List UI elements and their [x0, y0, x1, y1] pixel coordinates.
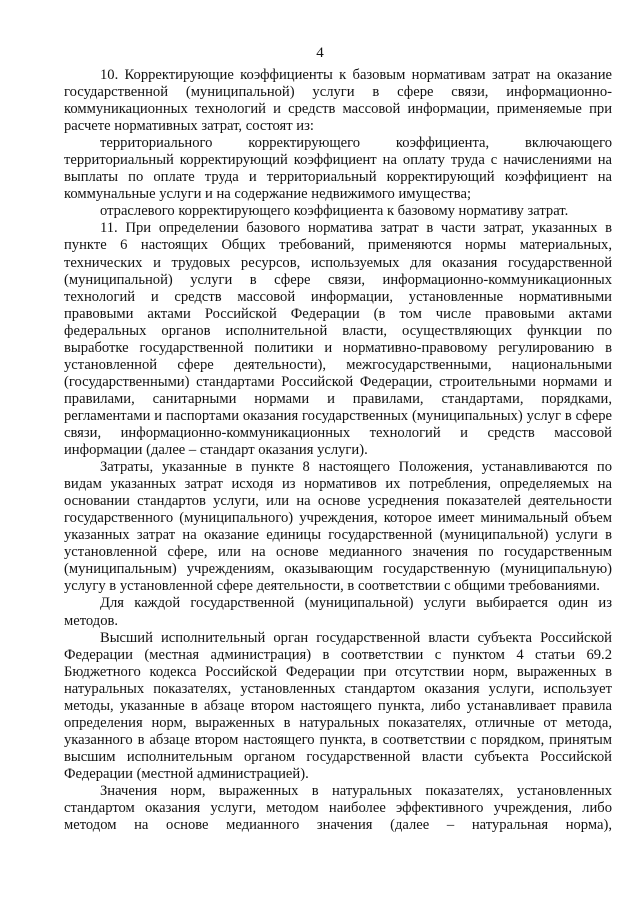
page-number: 4 [316, 45, 324, 61]
paragraph-10: 10. Корректирующие коэффициенты к базовым нормативам затрат на оказание государственной (муниципальной) услуги в сфере связи, информационно-коммуникационных технологий и средств массовой информации, применяемые при расчете нормативных затрат, состоят из: [64, 67, 612, 135]
document-body [64, 67, 612, 834]
paragraph-costs-item-8: Затраты, указанные в пункте 8 настоящего Положения, устанавливаются по видам указанных затрат исходя из нормативов их потребления, определяемых на основании стандартов услуги, или на основе усреднения показателей деятельности государственного (муниципального) учреждения, которое имеет минимальный объем указанных затрат на оказание единицы государственной (муниципальной) услуги в установленной сфере, или на основе медианного значения по государственным (муниципальным) учреждениям, оказывающим государственную (муниципальную) услугу в установленной сфере деятельности, в соответствии с общими требованиями. [64, 459, 612, 595]
paragraph-11: 11. При определении базового норматива затрат в части затрат, указанных в пункте 6 настоящих Общих требований, применяются нормы материальных, технических и трудовых ресурсов, используемых для оказания государственной (муниципальной) услуги в сфере связи, информационно-коммуникационных технологий и средств массовой информации, установленные нормативными правовыми актами Российской Федерации (в том числе правовыми актами федеральных органов исполнительной власти, осуществляющих функции по выработке государственной политики и нормативно-правовому регулированию в установленной сфере деятельности), межгосударственными, национальными (государственными) стандартами Российской Федерации, строительными нормами и правилами, санитарными нормами и правилами, стандартами, порядками, регламентами и паспортами оказания государственных (муниципальных) услуг в сфере связи, информационно-коммуникационных технологий и средств массовой информации (далее – стандарт оказания услуги). [64, 220, 612, 459]
paragraph-natural-norms: Значения норм, выраженных в натуральных показателях, установленных стандартом оказания услуги, методом наиболее эффективного учреждения, либо методом на основе медианного значения (далее – натуральная норма), [64, 782, 612, 834]
paragraph-territorial-coefficient: территориального корректирующего коэффициента, включающего территориальный корректирующий коэффициент на оплату труда с начислениями на выплаты по оплате труда и территориальный корректирующий коэффициент на коммунальные услуги и на содержание недвижимого имущества; [64, 135, 612, 203]
paragraph-executive-body: Высший исполнительный орган государственной власти субъекта Российской Федерации (местная администрация) в соответствии с пунктом 4 статьи 69.2 Бюджетного кодекса Российской Федерации при отсутствии норм, выраженных в натуральных показателях, установленных стандартом оказания услуги, использует методы, указанные в абзаце втором настоящего пункта, либо устанавливает правила определения норм, выраженных в натуральных показателях, отличные от метода, указанного в абзаце втором настоящего пункта, в соответствии с порядком, принятым высшим исполнительным органом государственной власти субъекта Российской Федерации (местной администрацией). [64, 629, 612, 782]
paragraph-method-choice: Для каждой государственной (муниципальной) услуги выбирается один из методов. [64, 595, 612, 629]
paragraph-sector-coefficient: отраслевого корректирующего коэффициента к базовому нормативу затрат. [100, 203, 569, 220]
